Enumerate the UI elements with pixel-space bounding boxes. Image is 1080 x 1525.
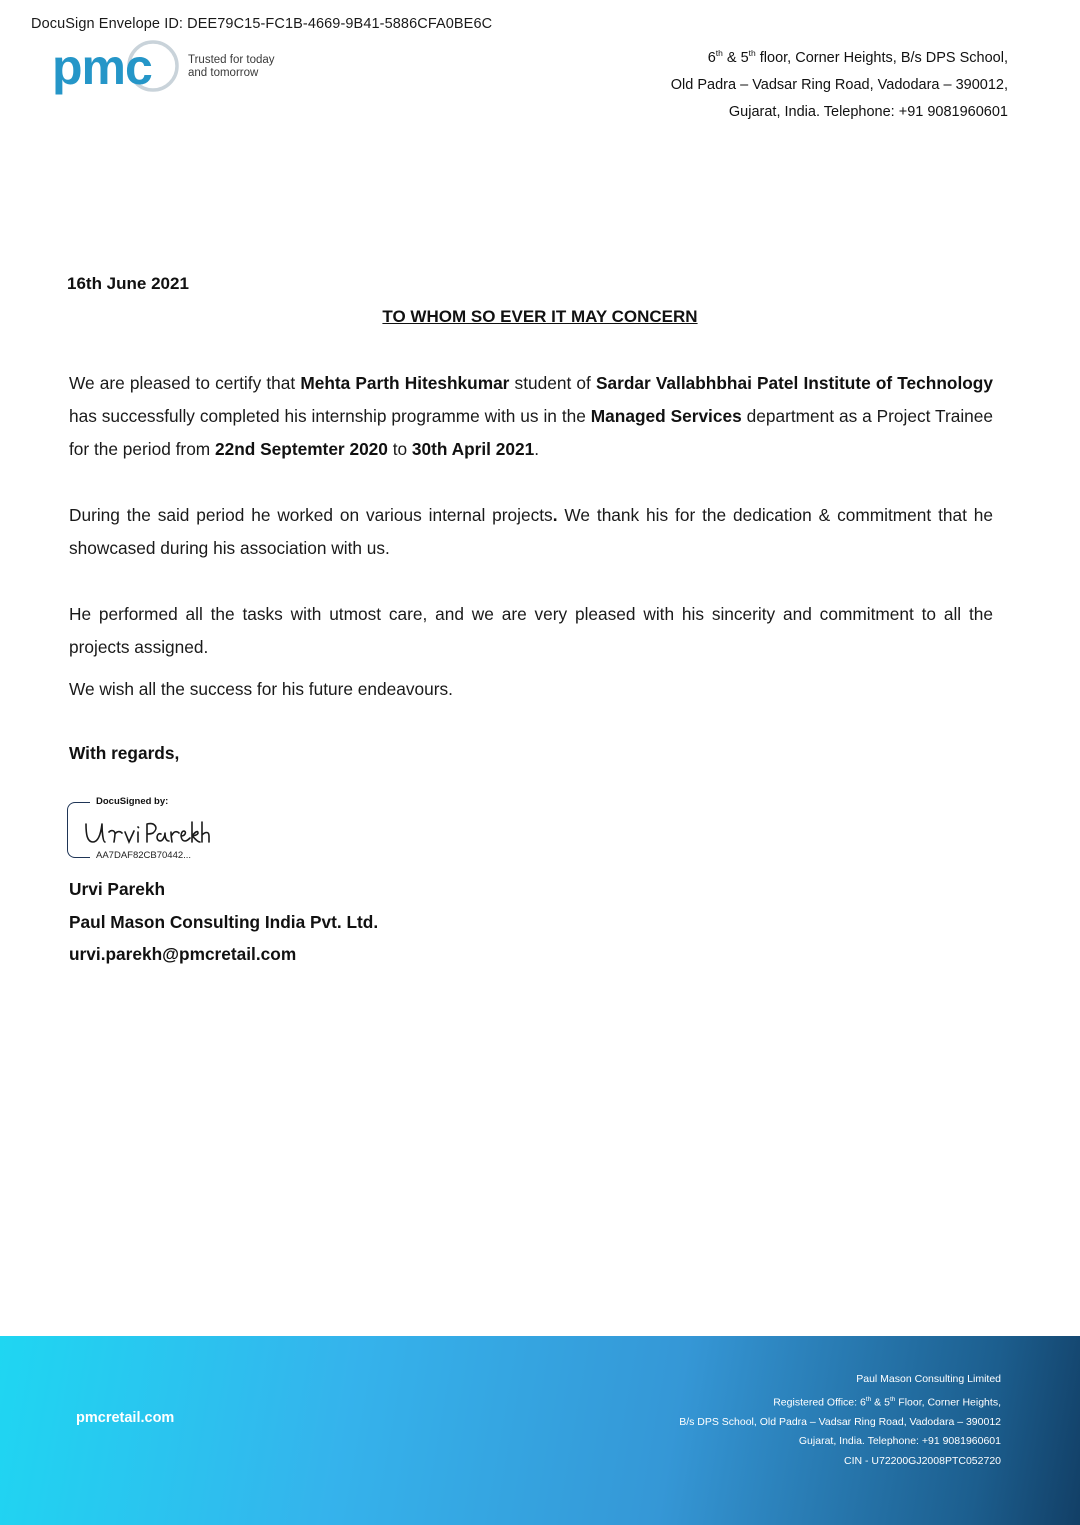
header-address [548,40,1008,126]
paragraph-performance: He performed all the tasks with utmost care, and we are very pleased with his sincerity and commitment to all the projects assigned. [69,604,993,657]
footer-line-4: Gujarat, India. Telephone: +91 9081960601 [798,1435,1001,1448]
address-line-1: 6th & 5th floor, Corner Heights, B/s DPS School, [707,48,1008,66]
docusign-envelope-id: DocuSign Envelope ID: DEE79C15-FC1B-4669-9B41-5886CFA0BE6C [31,16,493,32]
footer-registered-office [541,1370,1001,1471]
address-line-3: Gujarat, India. Telephone: +91 9081960601 [728,103,1008,120]
pmc-wordmark: pmc [52,40,152,95]
start-date: 22nd Septemter 2020 [215,439,388,459]
pmc-logo-mark [52,40,182,98]
end-date: 30th April 2021 [411,439,535,459]
footer-line-5: CIN - U72200GJ2008PTC052720 [843,1454,1001,1467]
letter-subject: TO WHOM SO EVER IT MAY CONCERN [382,307,698,326]
paragraph-projects: During the said period he worked on various internal projects. We thank his for the dedication & commitment that he showcased during his association with us. [69,505,994,558]
pmc-logo [52,40,312,98]
docusigned-by-label: DocuSigned by: [96,796,169,807]
footer-line-1: Paul Mason Consulting Limited [856,1373,1001,1385]
paragraph-wishes: We wish all the success for his future endeavours. [69,679,453,699]
footer-line-3: B/s DPS School, Old Padra – Vadsar Ring Road, Vadodara – 390012 [679,1415,1001,1428]
footer-website-link[interactable]: pmcretail.com [76,1410,175,1426]
paragraph-certification: We are pleased to certify that Mehta Parth Hiteshkumar student of Sardar Vallabhbhai Patel Institute of Technology has successfully completed his internship programme with us in the Managed Services department as a Project Trainee for the period from 22nd Septemter 2020 to 30th April 2021. [69,373,993,459]
tagline-line-1: Trusted for today [188,54,275,66]
intern-name: Mehta Parth Hiteshkumar [300,373,510,393]
institute-name: Sardar Vallabhbhai Patel Institute of Technology [595,373,993,393]
letter-date: 16th June 2021 [67,274,189,293]
department-name: Managed Services [590,406,742,426]
footer-banner [0,1336,1080,1525]
signer-block [69,873,378,971]
tagline-line-2: and tomorrow [188,67,259,79]
signature-hash: AA7DAF82CB70442... [96,850,192,861]
footer-line-2: Registered Office: 6th & 5th Floor, Corner Heights, [773,1395,1001,1409]
signer-name: Urvi Parekh [69,879,166,899]
handwritten-signature [81,812,211,850]
signer-email: urvi.parekh@pmcretail.com [69,944,297,964]
logo-tagline [188,54,275,80]
docusign-signature-box [67,798,227,862]
closing-regards: With regards, [69,743,180,763]
signer-company: Paul Mason Consulting India Pvt. Ltd. [69,911,379,932]
address-line-2: Old Padra – Vadsar Ring Road, Vadodara – 390012, [670,76,1008,93]
